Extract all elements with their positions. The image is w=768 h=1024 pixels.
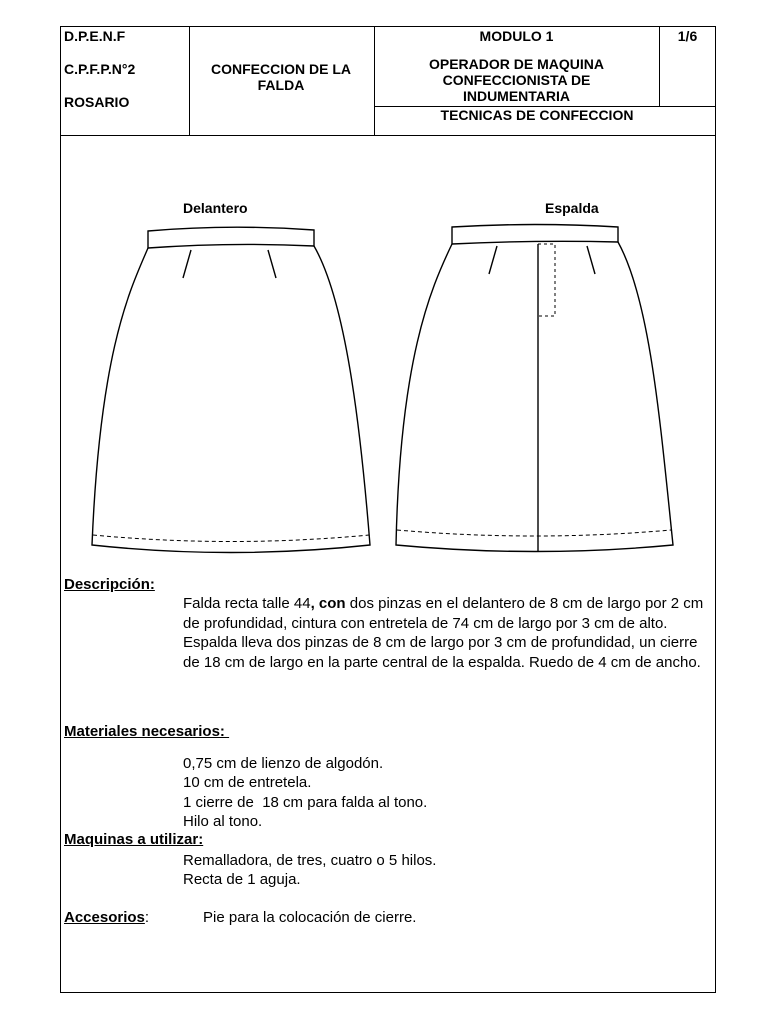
- header-page: 1/6: [677, 28, 698, 44]
- header-title: CONFECCION DE LA FALDA: [211, 61, 351, 93]
- accessories-title-text: Accesorios: [64, 909, 145, 926]
- header-org: D.P.E.N.F: [64, 28, 126, 44]
- accessories-colon: :: [144, 909, 150, 926]
- materials-item: Hilo al tono.: [183, 813, 263, 830]
- header-center: C.P.F.P.N°2: [64, 61, 136, 77]
- header-course: OPERADOR DE MAQUINA CONFECCIONISTA DE INDUMENTARIA: [428, 56, 604, 104]
- materials-item: 0,75 cm de lienzo de algodón.: [183, 755, 384, 772]
- back-view-label: Espalda: [545, 200, 599, 216]
- machines-title: Maquinas a utilizar:: [64, 831, 204, 848]
- description-text: [183, 594, 713, 672]
- description-text-start: Falda recta talle 44: [183, 595, 311, 612]
- materials-item: 1 cierre de 18 cm para falda al tono.: [183, 794, 428, 811]
- description-text-rest: dos pinzas en el delantero de 8 cm de largo por 2 cm de profundidad, cintura con entretela de 74 cm de largo por 3 cm de alto. Espalda lleva dos pinzas de 8 cm de largo por 3 cm de profundidad, un cierre de 18 cm de largo en la parte central de la espalda. Ruedo de 4 cm de ancho.: [183, 595, 704, 671]
- front-view-label: Delantero: [183, 200, 248, 216]
- accessories-title: [64, 909, 149, 926]
- description-title: Descripción:: [64, 576, 155, 593]
- header-module: MODULO 1: [479, 28, 554, 44]
- machines-item: Remalladora, de tres, cuatro o 5 hilos.: [183, 852, 437, 869]
- materials-title: Materiales necesarios:: [64, 723, 230, 740]
- accessories-text: Pie para la colocación de cierre.: [203, 909, 417, 926]
- description-text-bold: , con: [310, 595, 346, 612]
- header-city: ROSARIO: [64, 94, 130, 110]
- materials-item: 10 cm de entretela.: [183, 774, 312, 791]
- machines-item: Recta de 1 aguja.: [183, 871, 301, 888]
- header-subject: TECNICAS DE CONFECCION: [440, 107, 634, 123]
